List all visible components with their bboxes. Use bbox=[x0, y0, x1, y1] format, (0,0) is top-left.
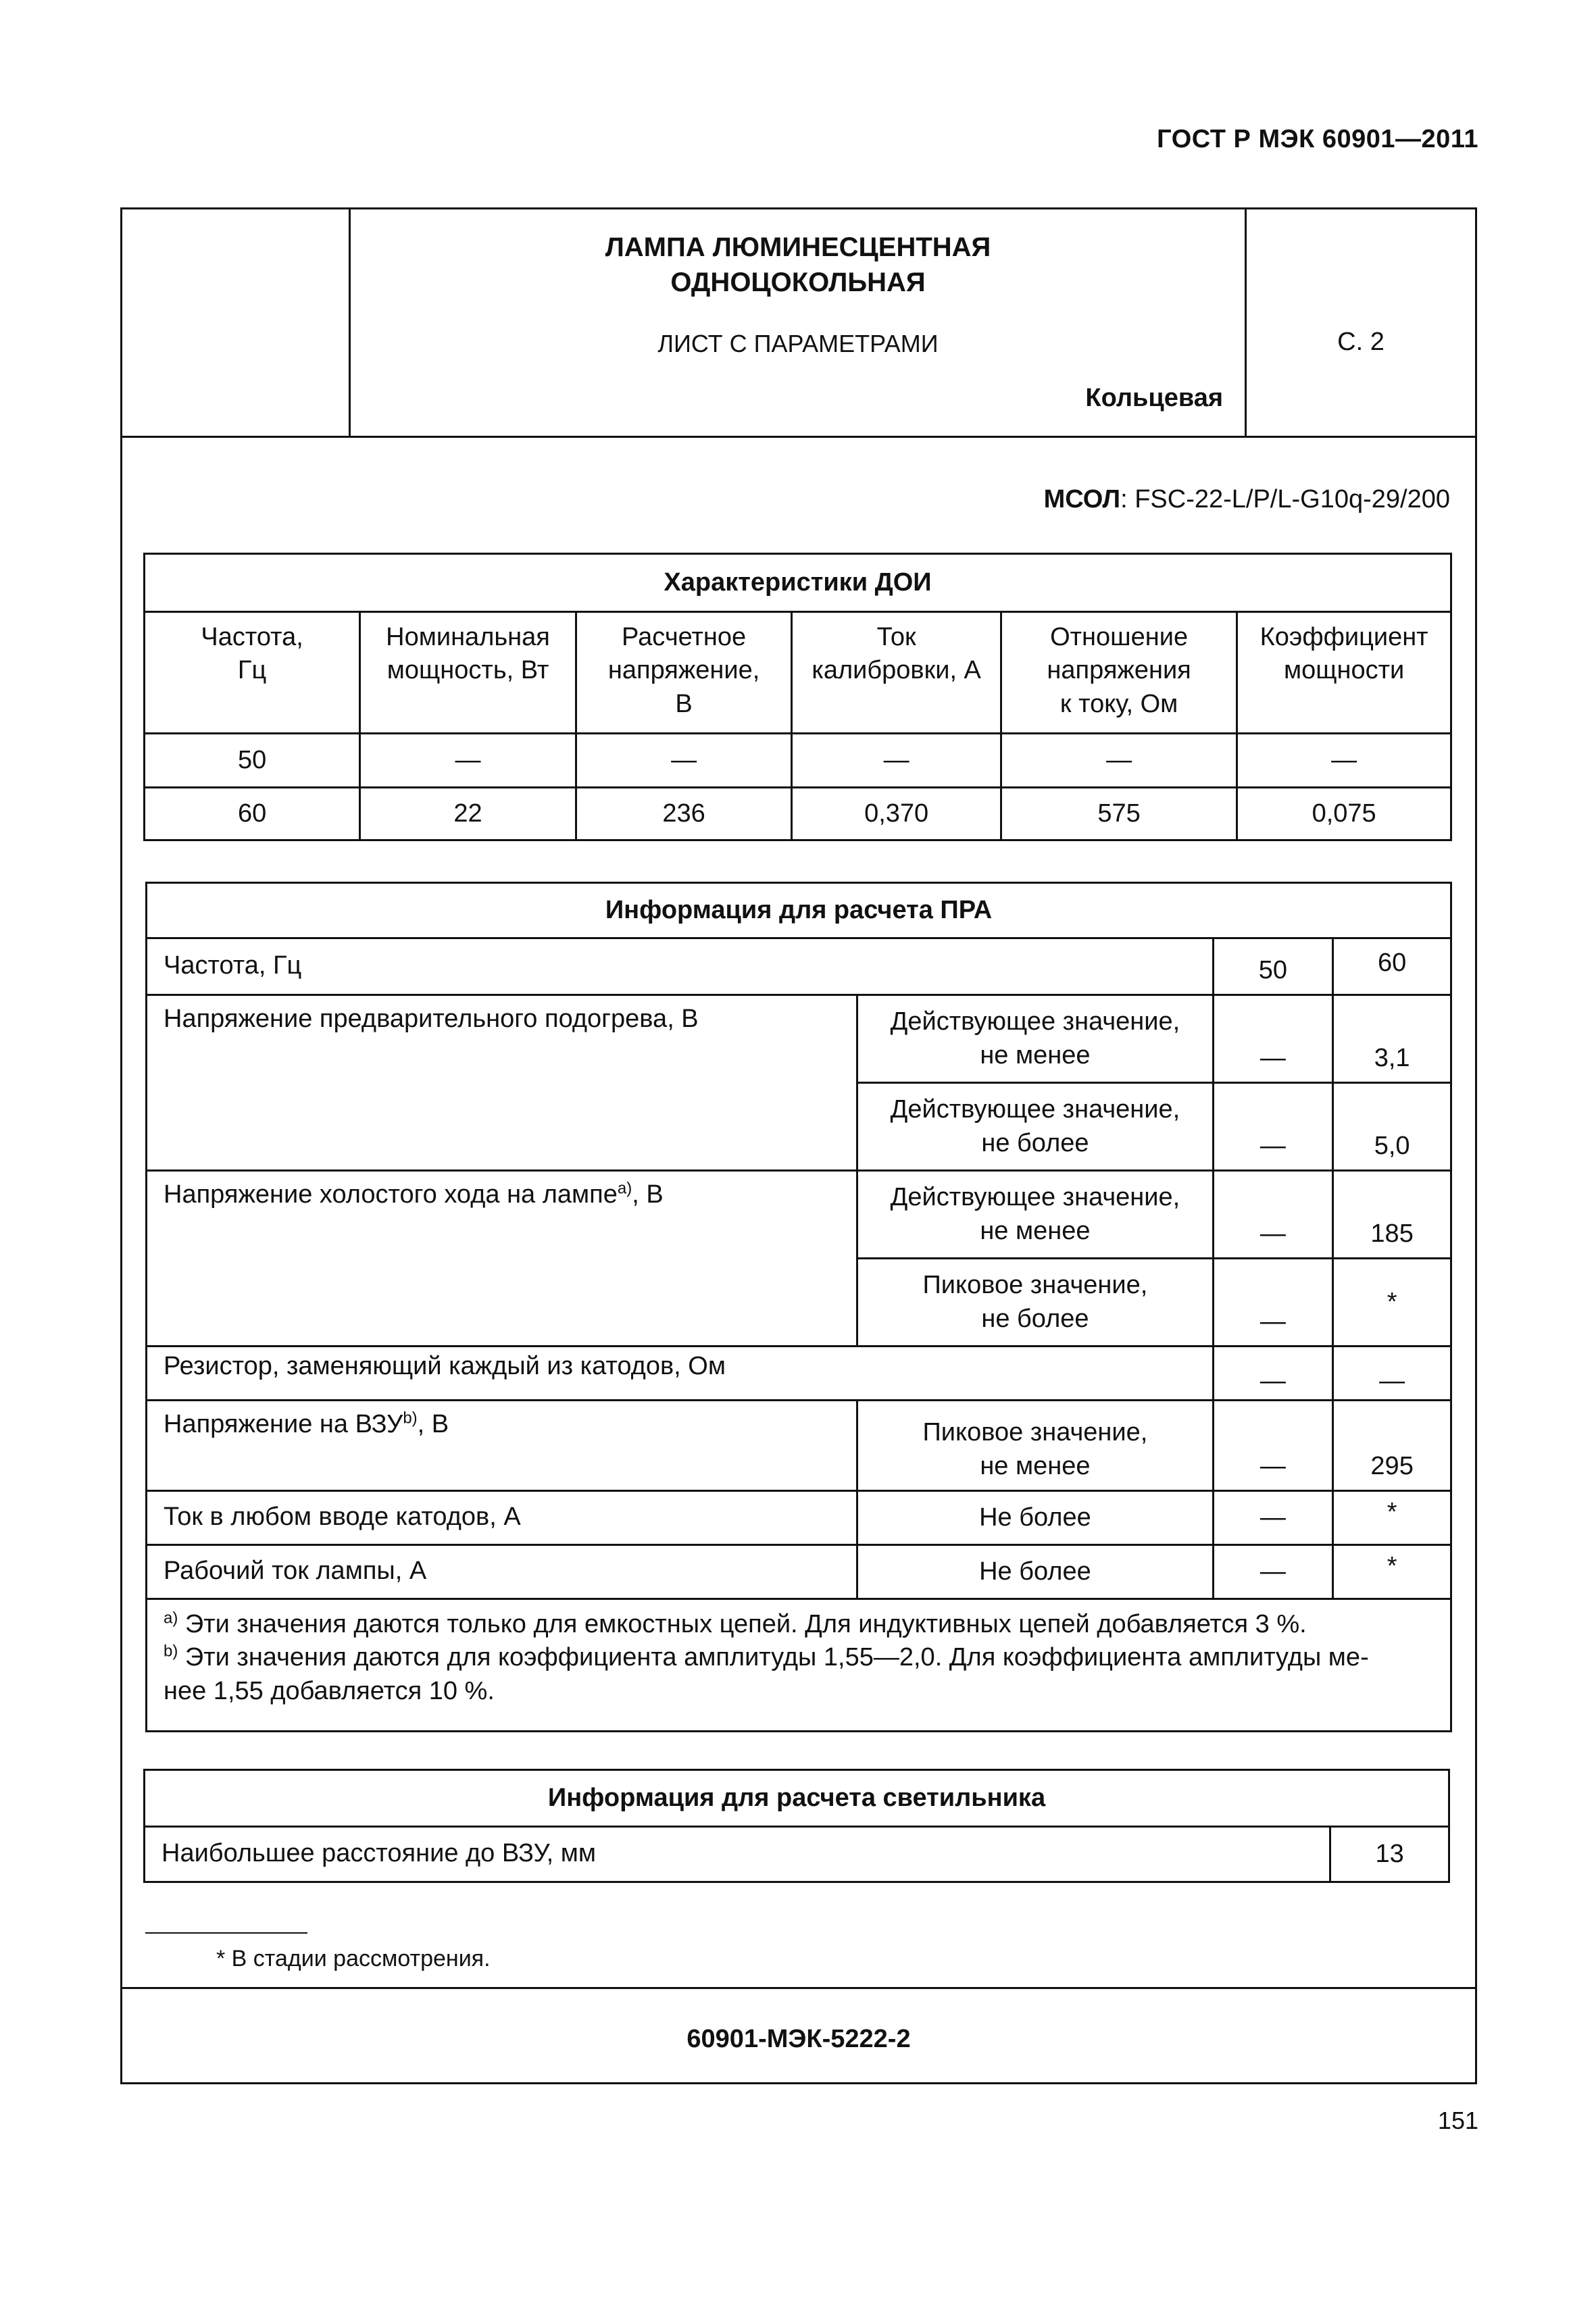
luminaire-table bbox=[143, 1769, 1450, 1883]
characteristics-table bbox=[143, 553, 1452, 841]
ocv-label: Напряжение холостого хода на лампе$^{a)}$, В bbox=[147, 1171, 857, 1347]
table-row: Пиковое значение, не более — * bbox=[147, 1259, 1451, 1347]
ballast-title: Информация для расчета ПРА bbox=[147, 883, 1451, 938]
header-divider-left bbox=[349, 207, 351, 438]
ocv-rms-condition: Действующее значение, не менее bbox=[857, 1171, 1213, 1259]
char-header-ratio: Отношение напряжения к току, Ом bbox=[1001, 612, 1237, 734]
working-current-label: Рабочий ток лампы, А bbox=[147, 1545, 857, 1599]
lamp-code-label: МСОЛ bbox=[1043, 485, 1121, 513]
ballast-table bbox=[145, 882, 1452, 1732]
sheet-title-line1: ЛАМПА ЛЮМИНЕСЦЕНТНАЯ bbox=[605, 232, 991, 262]
table-row: Ток в любом вводе катодов, А Не более — * bbox=[147, 1491, 1451, 1545]
sheet-title-line2: ОДНОЦОКОЛЬНАЯ bbox=[670, 268, 926, 297]
frequency-label: Частота, Гц bbox=[147, 938, 1214, 995]
table-row: Действующее значение, не более — 5,0 bbox=[147, 1083, 1451, 1171]
table-row: 60 22 236 0,370 575 0,075 bbox=[145, 788, 1451, 840]
table-row bbox=[147, 938, 1451, 995]
char-header-power: Номинальная мощность, Вт bbox=[360, 612, 576, 734]
table-row: 50 — — — — — bbox=[145, 734, 1451, 788]
luminaire-value: 13 bbox=[1330, 1827, 1449, 1882]
char-header-power-factor: Коэффициент мощности bbox=[1237, 612, 1451, 734]
table-row: Напряжение на ВЗУ$^{b)}$, В Пиковое значение, не менее — 295 bbox=[147, 1401, 1451, 1491]
frequency-60: 60 bbox=[1333, 938, 1451, 995]
page-number: 151 bbox=[1437, 2107, 1478, 2134]
ballast-notes bbox=[147, 1599, 1451, 1732]
resistor-label: Резистор, заменяющий каждый из катодов, Ом bbox=[147, 1347, 1214, 1401]
ignition-label: Напряжение на ВЗУ$^{b)}$, В bbox=[147, 1401, 857, 1491]
standard-number: ГОСТ Р МЭК 60901—2011 bbox=[1157, 125, 1478, 153]
char-header-voltage: Расчетное напряжение, В bbox=[576, 612, 792, 734]
sheet-page-ref: С. 2 bbox=[1337, 328, 1385, 356]
sheet-code: 60901-МЭК-5222-2 bbox=[687, 2025, 911, 2053]
footnote: * В стадии рассмотрения. bbox=[216, 1946, 491, 1971]
preheat-min-condition: Действующее значение, не менее bbox=[857, 995, 1213, 1083]
lamp-code bbox=[1044, 485, 1450, 514]
ocv-peak-condition: Пиковое значение, не более bbox=[857, 1259, 1213, 1347]
char-header-frequency: Частота, Гц bbox=[145, 612, 360, 734]
sheet-subtitle: ЛИСТ С ПАРАМЕТРАМИ bbox=[657, 330, 939, 357]
preheat-label: Напряжение предварительного подогрева, В bbox=[147, 995, 857, 1171]
luminaire-label: Наибольшее расстояние до ВЗУ, мм bbox=[145, 1827, 1330, 1882]
note-b: $^{b)}$ Эти значения даются для коэффициента амплитуды 1,55—2,0. Для коэффициента амплитуды ме- bbox=[164, 1642, 1369, 1672]
note-b-continued: нее 1,55 добавляется 10 %. bbox=[164, 1676, 495, 1705]
table-row: Напряжение холостого хода на лампе$^{a)}$, В Действующее значение, не менее — 185 bbox=[147, 1171, 1451, 1259]
sheet-title bbox=[351, 230, 1245, 300]
header-bottom-rule bbox=[120, 436, 1477, 438]
table-row: Резистор, заменяющий каждый из катодов, Ом — — bbox=[147, 1347, 1451, 1401]
lamp-code-value: : FSC-22-L/P/L-G10q-29/200 bbox=[1120, 485, 1450, 513]
footnote-rule bbox=[145, 1932, 307, 1934]
preheat-max-condition: Действующее значение, не более bbox=[857, 1083, 1213, 1171]
ignition-condition: Пиковое значение, не менее bbox=[857, 1401, 1213, 1491]
cathode-current-label: Ток в любом вводе катодов, А bbox=[147, 1491, 857, 1545]
luminaire-title: Информация для расчета светильника bbox=[145, 1770, 1449, 1827]
characteristics-title: Характеристики ДОИ bbox=[145, 554, 1451, 612]
lamp-type: Кольцевая bbox=[1085, 384, 1223, 412]
char-header-current: Ток калибровки, А bbox=[792, 612, 1001, 734]
footer-top-rule bbox=[120, 1987, 1477, 1989]
table-row bbox=[145, 1827, 1449, 1882]
header-divider-right bbox=[1245, 207, 1247, 438]
table-row: Рабочий ток лампы, А Не более — * bbox=[147, 1545, 1451, 1599]
table-row: Напряжение предварительного подогрева, В Действующее значение, не менее — 3,1 bbox=[147, 995, 1451, 1083]
frequency-50: 50 bbox=[1213, 938, 1333, 995]
note-a: $^{a)}$ Эти значения даются только для емкостных цепей. Для индуктивных цепей добавляется 3 %. bbox=[164, 1609, 1307, 1638]
